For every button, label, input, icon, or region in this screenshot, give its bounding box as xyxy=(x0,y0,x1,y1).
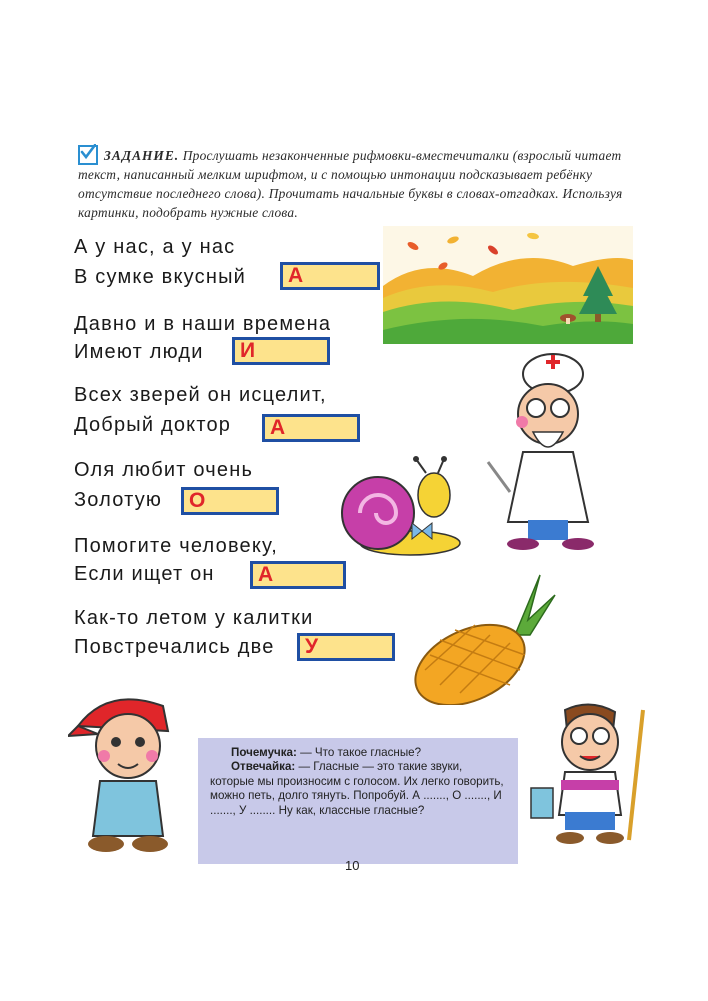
rhyme-5-answer-letter: А xyxy=(258,563,274,586)
autumn-landscape-illustration xyxy=(383,226,633,344)
rhyme-6-answer-letter: У xyxy=(305,635,319,658)
dialog-speaker-1: Почемучка: xyxy=(231,746,297,759)
page-number: 10 xyxy=(345,858,360,873)
rhyme-2-line-1: Давно и в наши времена xyxy=(74,313,332,335)
dialog-line-2: — Гласные — это такие звуки, которые мы произносим с голосом. Их легко говорить, можно петь, долго тянуть. Попробуй. А ......., О ......., И ......., У ........ Ну как, классные гласные? xyxy=(210,760,504,817)
rhyme-3-line-1: Всех зверей он исцелит, xyxy=(74,384,327,406)
doctor-illustration xyxy=(478,352,628,552)
rhyme-5-line-1: Помогите человеку, xyxy=(74,535,279,557)
rhyme-3-line-2: Добрый доктор xyxy=(74,414,232,436)
pineapple-illustration xyxy=(410,565,560,705)
rhyme-2-answer-letter: И xyxy=(240,339,256,362)
task-instruction xyxy=(78,146,663,222)
rhyme-1-answer-box xyxy=(280,262,380,290)
rhyme-3-answer-letter: А xyxy=(270,416,286,439)
dialog-speaker-2: Отвечайка: xyxy=(231,760,296,774)
task-lead: ЗАДАНИЕ. xyxy=(104,148,180,163)
rhyme-4-answer-box xyxy=(181,487,279,515)
rhyme-1-line-2: В сумке вкусный xyxy=(74,266,247,288)
rhyme-4-answer-letter: О xyxy=(189,489,206,512)
rhyme-4-line-1: Оля любит очень xyxy=(74,459,254,481)
rhyme-6-line-2: Повстречались две xyxy=(74,636,275,658)
rhyme-5-line-2: Если ищет он xyxy=(74,563,215,585)
boy-with-cap-illustration xyxy=(68,686,188,856)
rhyme-1-answer-letter: А xyxy=(288,264,304,287)
rhyme-6-line-1: Как-то летом у калитки xyxy=(74,607,314,629)
dialog-line-1: — Что такое гласные? xyxy=(296,746,422,759)
rhyme-4-line-2: Золотую xyxy=(74,489,163,511)
boy-with-glasses-illustration xyxy=(525,700,655,848)
task-text: Прослушать незаконченные рифмовки-вместечиталки (взрослый читает текст, написанный мелким шрифтом, и с помощью интонации подсказывает ребёнку отсутствие последнего слова). Прочитать начальные буквы в словах-отгадках. Используя картинки, подобрать нужные слова. xyxy=(78,148,623,220)
rhyme-2-answer-box xyxy=(232,337,330,365)
rhyme-1-line-1: А у нас, а у нас xyxy=(74,236,236,258)
snail-illustration xyxy=(330,455,465,560)
dialog-box xyxy=(198,738,518,864)
rhyme-5-answer-box xyxy=(250,561,346,589)
rhyme-2-line-2: Имеют люди xyxy=(74,341,204,363)
rhyme-3-answer-box xyxy=(262,414,360,442)
rhyme-6-answer-box xyxy=(297,633,395,661)
